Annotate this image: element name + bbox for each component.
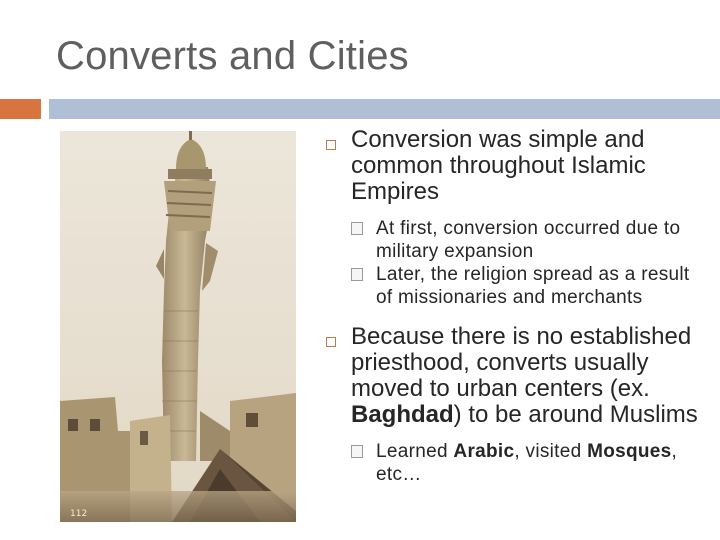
sub-bullet-arabic [351, 440, 711, 486]
bullet-conversion [326, 127, 711, 205]
minaret-image [60, 131, 296, 522]
box-bullet-icon [351, 268, 363, 281]
sub-bullet-arabic-c: , etc… [376, 441, 678, 485]
minaret-photo [60, 131, 296, 522]
square-bullet-icon [326, 337, 336, 347]
box-bullet-icon [351, 222, 363, 235]
baghdad-text: Baghdad [351, 401, 454, 428]
bullet-urban-text-b: ) to be around Muslims [453, 401, 698, 428]
slide-body [326, 127, 711, 486]
sub-bullet-arabic-b: , visited [514, 441, 588, 462]
urban-sub-list [326, 440, 711, 486]
title-underline-bar [49, 99, 720, 119]
arabic-text: Arabic [453, 441, 515, 462]
sub-bullet-military [351, 217, 711, 263]
mosques-text: Mosques [587, 441, 672, 462]
title-accent-bar [0, 99, 41, 119]
photo-corner-number: 112 [70, 509, 88, 519]
sub-bullet-military-text: At first, conversion occurred due to military expansion [376, 218, 681, 262]
square-bullet-icon [326, 140, 336, 150]
sub-bullet-missionaries [351, 263, 711, 309]
bullet-conversion-text: Conversion was simple and common throughout Islamic Empires [351, 126, 646, 205]
sub-bullet-arabic-a: Learned [376, 441, 454, 462]
slide-title: Converts and Cities [56, 34, 409, 78]
box-bullet-icon [351, 445, 363, 458]
bullet-urban [326, 324, 711, 428]
bullet-urban-text-a: Because there is no established priesthood, converts usually moved to urban centers (ex. [351, 323, 692, 402]
sub-bullet-missionaries-text: Later, the religion spread as a result of missionaries and merchants [376, 264, 690, 308]
conversion-sub-list [326, 217, 711, 309]
